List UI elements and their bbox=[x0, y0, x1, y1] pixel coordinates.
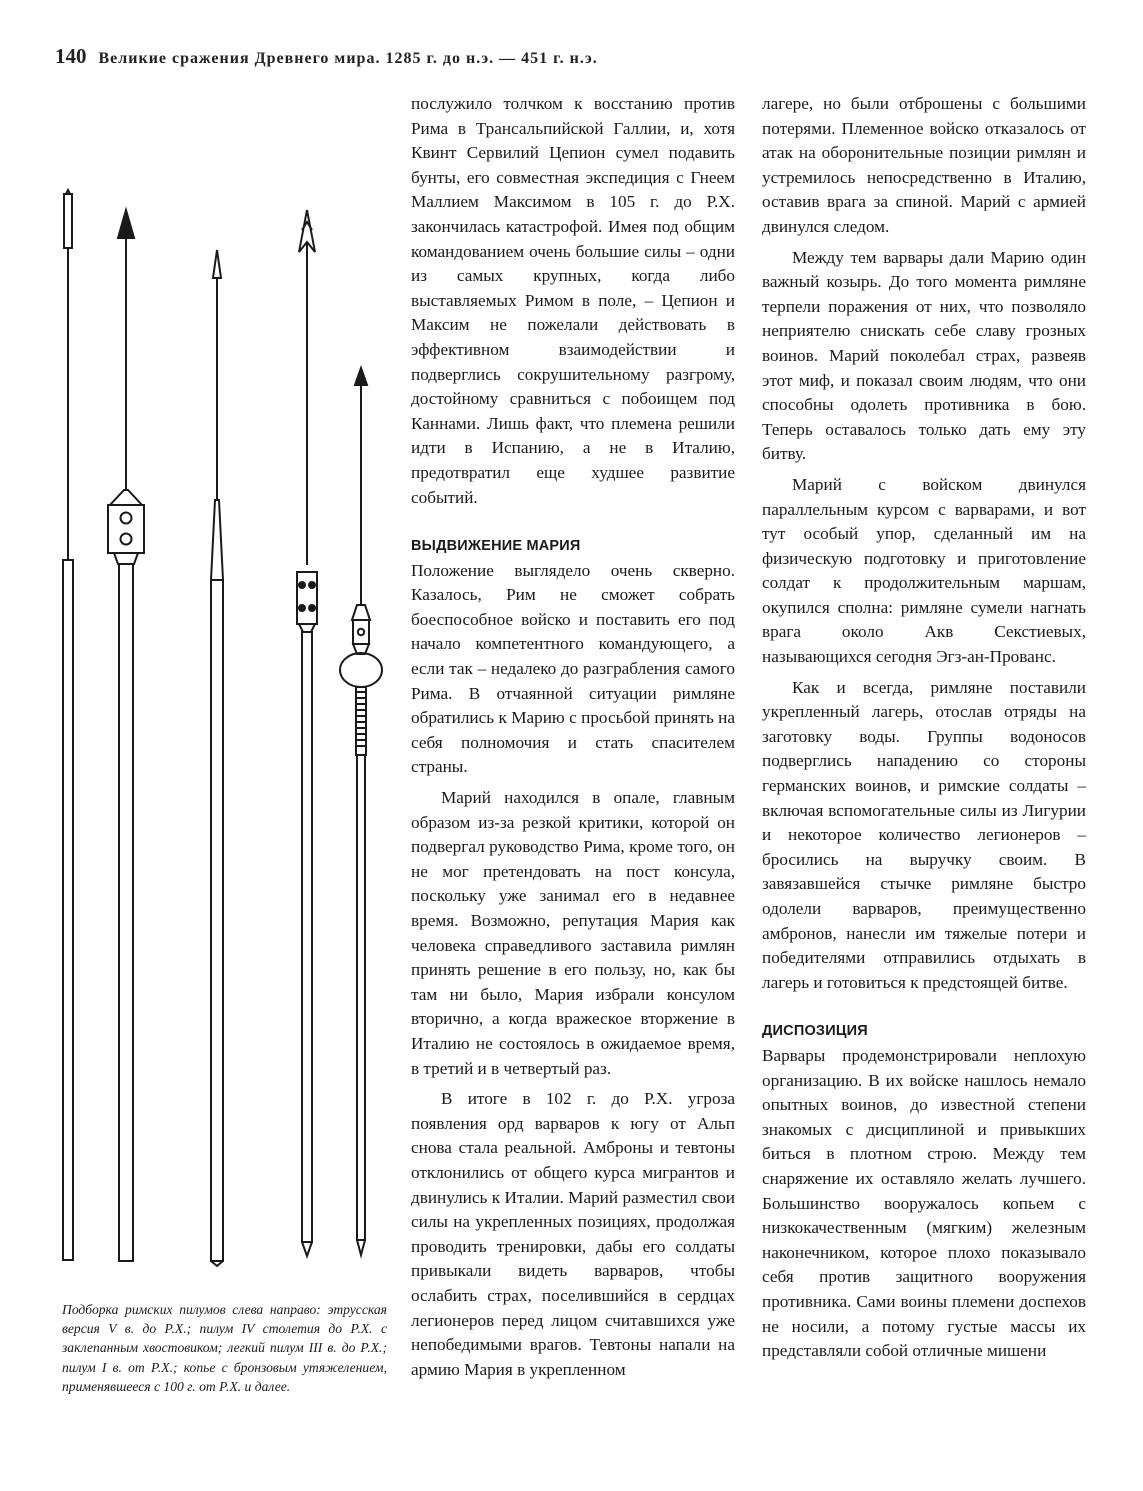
paragraph: Марий с войском двинулся параллельным курсом с варварами, и вот тут особый упор, сделанный им на физическую подготовку и приготовление солдат к продолжительным маршам, окупился сполна: римляне сумели нагнать врага около Акв Секстиевых, называющихся сегодня Эгз-ан-Прованс. bbox=[762, 474, 1086, 667]
pilum-light bbox=[211, 250, 223, 1266]
spear-bronze-weight bbox=[340, 368, 382, 1255]
running-title: Великие сражения Древнего мира. 1285 г. до н.э. — 451 г. н.э. bbox=[98, 50, 598, 67]
text-column-2 bbox=[762, 92, 1086, 1364]
paragraph: лагере, но были отброшены с большими потерями. Племенное войско отказалось от атак на оборонительные позиции римлян и устремилось непосредственно в Италию, оставив врага за спиной. Марий с армией двинулся следом. bbox=[762, 94, 1086, 236]
paragraph: послужило толчком к восстанию против Рима в Трансальпийской Галлии, и, хотя Квинт Сервилий Цепион сумел подавить бунты, его совместная экспедиция с Гнеем Маллием Максимом в 105 г. до Р.Х. закончилась катастрофой. Имея под общим командованием очень большие силы – одни из самых крупных, когда либо выставляемых Римом в поле, – Цепион и Максим не пожелали действовать в эффективном взаимодействии и подверглись сокрушительному разгрому, достойному сравниться с побоищем под Каннами. Лишь факт, что племена решили идти в Испанию, а не в Италию, предотвратил еще худшее развитие событий. bbox=[411, 94, 735, 507]
pilum-illustration bbox=[40, 180, 400, 1280]
paragraph: Как и всегда, римляне поставили укрепленный лагерь, отослав отряды на заготовку воды. Группы водоносов подверглись нападению со стороны германских воинов, и римские солдаты – включая вспомогательные силы из Лигурии и некоторое количество легионеров – бросились на выручку своим. В завязавшейся стычке римляне быстро одолели варваров, преимущественно амбронов, нанесли им тяжелые потери и победителями отправились отдыхать в лагерь и готовиться к предстоящей битве. bbox=[762, 677, 1086, 992]
section-heading: ВЫДВИЖЕНИЕ МАРИЯ bbox=[411, 538, 581, 555]
paragraph: Между тем варвары дали Марию один важный козырь. До того момента римляне терпели поражения от них, что позволяло неприятелю снискать себе славу грозных воинов. Марий поколебал страх, развеяв этот миф, и показал своим людям, что они способны одолеть противника в бою. Теперь оставалось только дать ему эту битву. bbox=[762, 247, 1086, 464]
paragraph: Марий находился в опале, главным образом из-за резкой критики, которой он подвергал руководство Рима, кроме того, он не мог претендовать на пост консула, поскольку уже занимал его в недавнее время. Возможно, репутация Мария как человека справедливого заставила римлян принять решение в его пользу, но, как бы там ни было, Мария избрали консулом вторично, а когда вражеское вторжение в Италию не состоялось в ожидаемое время, в третий и в четвертый раз. bbox=[411, 788, 735, 1078]
figure-caption: Подборка римских пилумов слева направо: этрусская версия V в. до Р.Х.; пилум IV столетия до Р.Х. с заклепанным хвостовиком; легкий пилум III в. до Р.Х.; пилум I в. от Р.Х.; копье с бронзовым утяжелением, применявшееся с 100 г. от Р.Х. и далее. bbox=[62, 1302, 387, 1394]
page-number: 140 bbox=[55, 44, 87, 68]
section-heading: ДИСПОЗИЦИЯ bbox=[762, 1023, 868, 1040]
paragraph: Варвары продемонстрировали неплохую организацию. В их войске нашлось немало опытных воинов, до известной степени знакомых с дисциплиной и привыкших биться в плотном строю. Между тем снаряжение их оставляло желать лучшего. Большинство вооружалось копьем с низкокачественным (мягким) железным наконечником, которое плохо показывало себя против защитного вооружения противника. Сами воины племени доспехов не носили, а потому густые массы их представляли собой отличные мишени bbox=[762, 1045, 1086, 1361]
pilum-riveted-tang bbox=[108, 210, 144, 1261]
text-column-1 bbox=[411, 92, 735, 1382]
pilum-etruscan bbox=[63, 190, 73, 1260]
paragraph: В итоге в 102 г. до Р.Х. угроза появления орд варваров к югу от Альп снова стала реальной. Амброны и тевтоны отклонились от общего курса мигрантов и двинулись к Италии. Марий разместил свои силы на укрепленных позициях, продолжая проводить тренировки, дабы его солдаты привыкали видеть варваров, чтобы ослабить страх, поселившийся в сердцах легионеров перед лицом считавшихся уже непобедимыми врагов. Тевтоны напали на армию Мария в укрепленном bbox=[411, 1089, 735, 1379]
pilum-first-century bbox=[297, 210, 317, 1256]
page-header bbox=[55, 44, 1095, 69]
paragraph: Положение выглядело очень скверно. Казалось, Рим не сможет собрать боеспособное войско и поставить его под начало компетентного командующего, а если так – недалеко до разграбления самого Рима. В отчаянной ситуации римляне обратились к Марию с просьбой принять на себя полномочия и стать спасителем страны. bbox=[411, 560, 735, 777]
